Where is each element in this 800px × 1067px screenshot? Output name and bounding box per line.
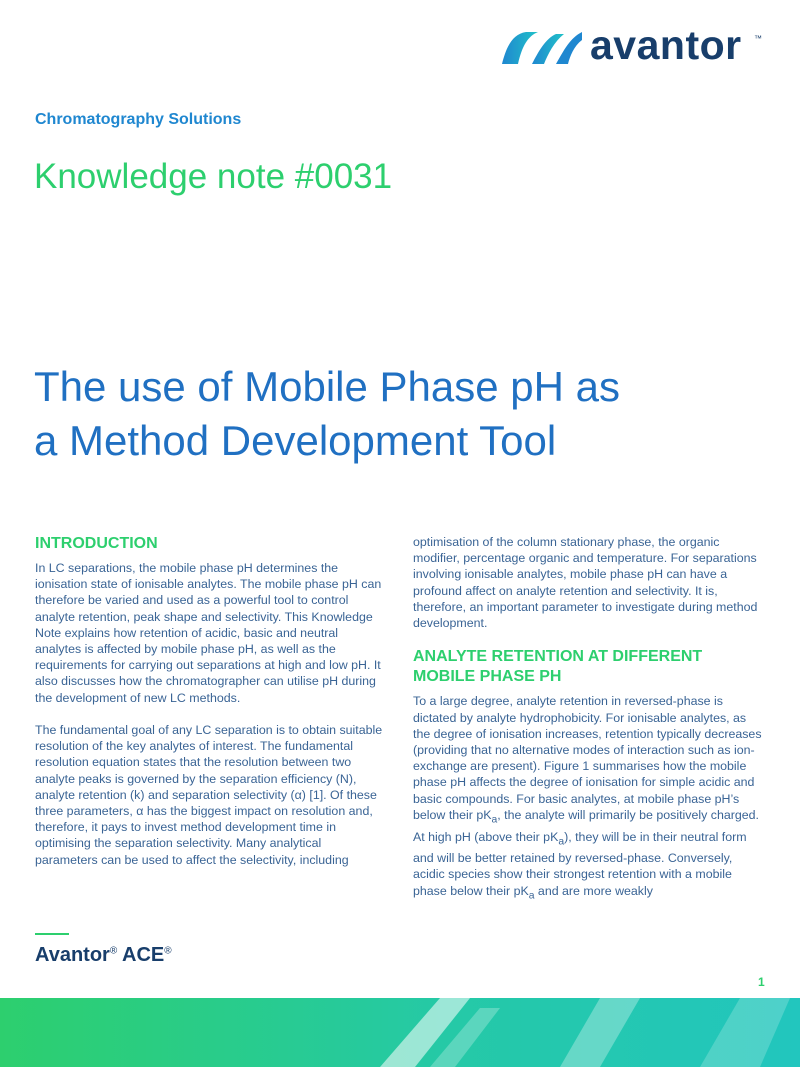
title-line-2: a Method Development Tool xyxy=(34,417,557,464)
page-title xyxy=(34,360,754,468)
retention-text-a: To a large degree, analyte retention in reversed-phase is dictated by analyte hydrophobicity. For ionisable analytes, as the degree of ionisation increases, retention typically decreases (providing that no alternative modes of interaction such as ion-exchange are present). Figure 1 summarises how the mobile phase pH affects the degree of ionisation for simple acidic and basic compounds. For basic analytes, at mobile phase pH’s below their pK xyxy=(413,694,762,822)
knowledge-note-number: Knowledge note #0031 xyxy=(34,157,393,196)
intro-paragraph-2: The fundamental goal of any LC separation is to obtain suitable resolution of the key analytes of interest. The fundamental resolution equation states that the resolution between two analyte peaks is governed by the separation efficiency (N), analyte retention (k) and separation selectivity (α) [1]. Of these three parameters, α has the biggest impact on resolution and, therefore, it pays to invest method development time in optimising the separation selectivity. Many analytical parameters can be used to affect the selectivity, including xyxy=(35,723,383,867)
intro-paragraph-3: optimisation of the column stationary phase, the organic modifier, percentage organic and temperature. For separations involving ionisable analytes, mobile phase pH can have a profound affect on analyte retention and selectivity. It is, therefore, an important parameter to investigate during method development. xyxy=(413,535,758,631)
title-line-1: The use of Mobile Phase pH as xyxy=(34,363,620,410)
footer-gradient-band xyxy=(0,998,800,1067)
right-column xyxy=(413,534,765,920)
page-number: 1 xyxy=(758,975,765,989)
avantor-mark-icon xyxy=(498,28,584,66)
registered-mark: ® xyxy=(109,945,118,957)
brand-product: ACE xyxy=(117,944,165,966)
left-column xyxy=(35,534,387,884)
retention-text-d: and are more weakly xyxy=(534,883,653,898)
retention-paragraph xyxy=(413,693,765,904)
logo-trademark: ™ xyxy=(754,34,762,43)
avantor-logo xyxy=(498,22,768,72)
footer-brand xyxy=(35,944,172,967)
retention-text-b: , the analyte will primarily be positively charged. At high pH (above their pK xyxy=(413,807,759,844)
pka-subscript: a xyxy=(558,835,565,847)
pka-subscript: a xyxy=(528,890,535,902)
brand-divider xyxy=(35,933,69,935)
logo-wordmark: avantor xyxy=(590,22,742,68)
intro-paragraph-1: In LC separations, the mobile phase pH determines the ionisation state of ionisable analytes. The mobile phase pH can therefore be varied and used as a powerful tool to control analyte retention, peak shape and selectivity. This Knowledge Note explains how retention of acidic, basic and neutral analytes is affected by mobile phase pH, as well as the requirements for carrying out separations at high and low pH. It also discusses how the chromatographer can utilise pH during the development of new LC methods. xyxy=(35,561,382,705)
retention-heading: ANALYTE RETENTION AT DIFFERENT MOBILE PHASE PH xyxy=(413,648,703,686)
pka-subscript: a xyxy=(491,814,498,826)
registered-mark: ® xyxy=(164,945,172,957)
retention-text-c: ), they will be in their neutral form and will be better retained by reversed-phase. Conversely, acidic species show their strongest retention with a mobile phase below their pK xyxy=(413,829,747,898)
series-label: Chromatography Solutions xyxy=(35,111,242,128)
introduction-heading: INTRODUCTION xyxy=(35,535,158,552)
brand-name: Avantor xyxy=(35,944,110,966)
